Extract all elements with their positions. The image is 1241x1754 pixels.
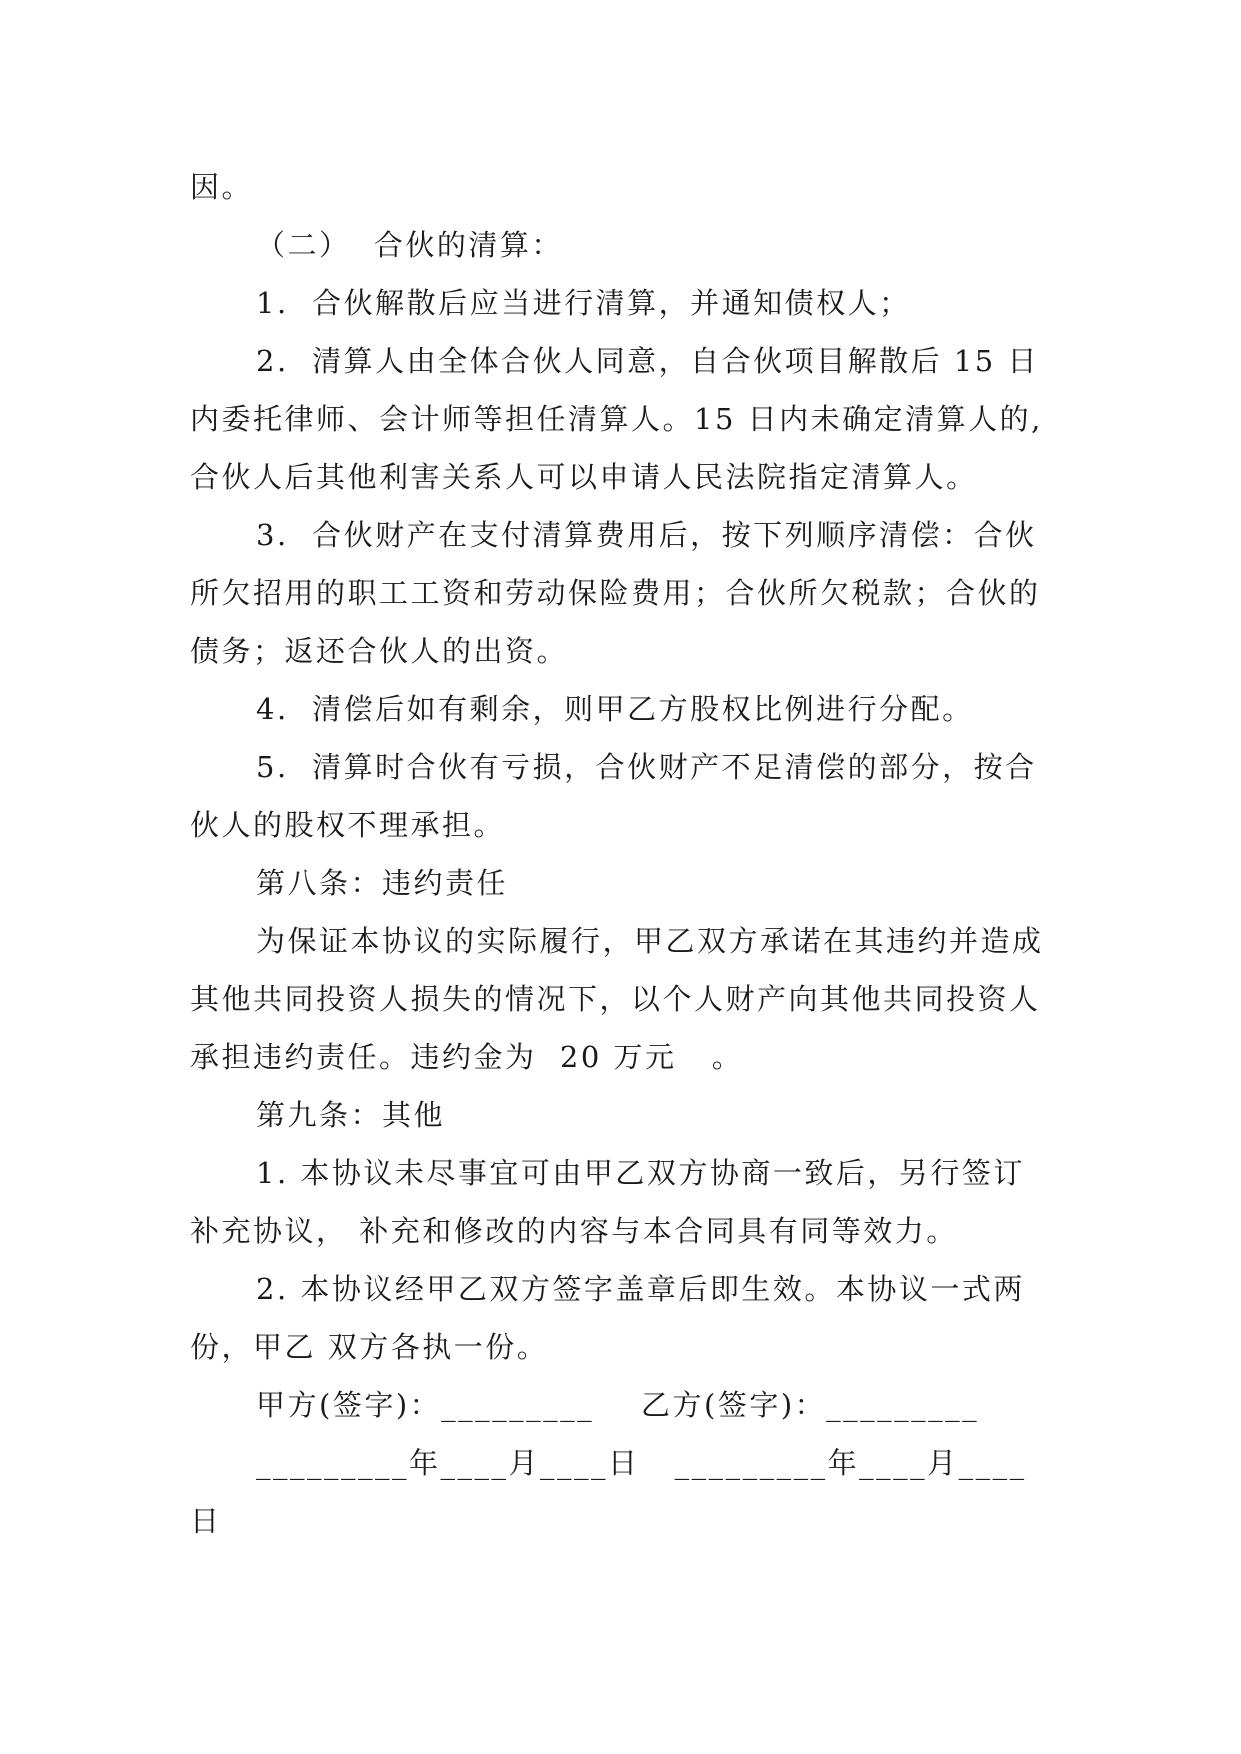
date-row	[190, 1434, 1052, 1550]
party-b-date: _________年____月____日	[190, 1446, 1027, 1538]
paragraph-continuation: 因。	[190, 170, 254, 204]
party-b-signature-blank: _________	[826, 1388, 980, 1422]
settlement-item-2: 2. 清算人由全体合伙人同意，自合伙项目解散后 15 日内委托律师、会计师等担任清算人。15 日内未确定清算人的,合伙人后其他利害关系人可以申请人民法院指定清算人。	[190, 344, 1043, 494]
settlement-item-3: 3. 合伙财产在支付清算费用后，按下列顺序清偿：合伙所欠招用的职工工资和劳动保险费用；合伙所欠税款；合伙的债务；返还合伙人的出资。	[190, 518, 1041, 668]
signature-row	[190, 1376, 1052, 1434]
document-body	[190, 158, 1052, 1550]
settlement-heading: （二） 合伙的清算：	[256, 228, 563, 262]
settlement-item-1: 1. 合伙解散后应当进行清算，并通知债权人；	[256, 286, 911, 320]
party-a-signature-blank: _________	[441, 1388, 595, 1422]
settlement-item-4: 4. 清偿后如有剩余，则甲乙方股权比例进行分配。	[256, 692, 974, 726]
date-spacer	[640, 1446, 675, 1480]
party-b-label: 乙方(签字)：	[641, 1388, 827, 1422]
article-9-item-2: 2. 本协议经甲乙双方签字盖章后即生效。本协议一式两份，甲乙 双方各执一份。	[190, 1272, 1025, 1364]
article-9-item-1: 1. 本协议未尽事宜可由甲乙双方协商一致后，另行签订补充协议， 补充和修改的内容与本合同具有同等效力。	[190, 1156, 1025, 1248]
article-9-title: 第九条：其他	[256, 1098, 446, 1132]
article-8-title: 第八条：违约责任	[256, 866, 509, 900]
party-a-date: _________年____月____日	[256, 1446, 640, 1480]
settlement-item-5: 5. 清算时合伙有亏损，合伙财产不足清偿的部分，按合伙人的股权不理承担。	[190, 750, 1037, 842]
signature-spacer	[594, 1388, 641, 1422]
party-a-label: 甲方(签字)：	[256, 1388, 442, 1422]
article-8-body: 为保证本协议的实际履行，甲乙双方承诺在其违约并造成其他共同投资人损失的情况下，以个人财产向其他共同投资人承担违约责任。违约金为 20 万元 。	[190, 924, 1044, 1074]
